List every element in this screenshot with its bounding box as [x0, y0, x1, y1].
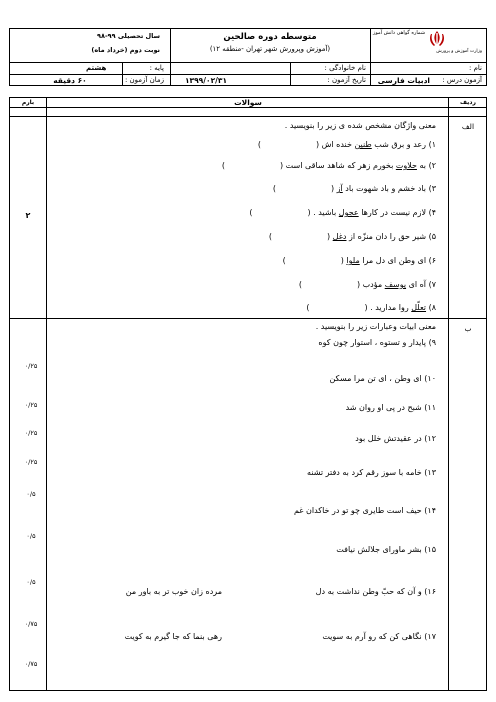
section-b-intro: معنی ابیات وعبارات زیر را بنویسید . [315, 322, 436, 331]
meaning-item-hemistich: رهی بنما که جا گیرم به کویت [124, 632, 222, 641]
vocab-item: ۶) ای وطن ای دل مرا ملوا () [282, 256, 436, 265]
meaning-item-hemistich: مرده زان خوب تر به باور من [125, 587, 222, 596]
section-a-score: ۲ [25, 211, 31, 220]
table-vline-row [448, 97, 449, 691]
table-row-divider [9, 116, 487, 117]
date-value: ۱۳۹۹/۰۲/۳۱ [184, 76, 228, 85]
item-score: ۰/۵ [26, 532, 36, 540]
meaning-item: ۱۱) شبح در پی او روان شد [345, 403, 436, 412]
col-header-score: بارم [21, 99, 35, 106]
header-vline-left [170, 28, 171, 62]
item-score: ۰/۷۵ [24, 660, 38, 668]
item-score: ۰/۲۵ [24, 362, 38, 370]
meaning-item: ۱۷) نگاهی کن که رو آرم به سویت [322, 632, 436, 641]
date-label: تاریخ آزمون : [327, 76, 366, 84]
table-header-divider [9, 107, 487, 108]
emblem-logo [428, 30, 446, 48]
meaning-item: ۱۴) حیف است طایری چو تو در خاکدان غم [293, 506, 436, 515]
grade-label: پایه : [149, 64, 164, 72]
section-a-letter: الف [461, 122, 475, 131]
school-district: (آموزش وپرورش شهر تهران -منطقه ۱۲) [209, 45, 331, 53]
duration-label: زمان آزمون : [124, 76, 164, 84]
header-info-divider [9, 74, 487, 75]
vocab-item: ۳) باد خشم و باد شهوت باد آز () [272, 184, 436, 193]
vocab-item: ۲) به حلاوت بخورم زهر که شاهد ساقی است () [221, 161, 436, 170]
meaning-item: ۱۲) در عقیدتش خلل بود [355, 434, 436, 443]
school-year: سال تحصیلی ۹۹-۹۸ [97, 32, 160, 40]
subject-value: ادبیات فارسی [377, 76, 430, 85]
item-score: ۰/۲۵ [24, 401, 38, 409]
meaning-item: ۱۶) و آن که حبّ وطن نداشت به دل [315, 587, 436, 596]
permit-label: شماره گواهی دانش آموز [373, 30, 426, 36]
header-vline-right [370, 28, 371, 62]
meaning-item: ۱۵) بشر ماورای جلالش نیافت [336, 545, 436, 554]
header-divider [9, 62, 487, 63]
subject-label: آزمون درس : [442, 76, 482, 84]
col-header-row: ردیف [460, 99, 476, 106]
section-b-letter: ب [464, 324, 472, 333]
meaning-item: ۱۰) ای وطن ، ای تن مرا مسکن [329, 374, 436, 383]
item-score: ۰/۲۵ [24, 429, 38, 437]
exam-term: نوبت دوم (خرداد ماه) [91, 46, 160, 54]
duration-value: ۶۰ دقیقه [53, 76, 87, 85]
col-header-questions: سوالات [234, 98, 262, 107]
table-vline-score [46, 97, 47, 691]
family-label: نام خانوادگی : [324, 64, 366, 72]
vocab-item: ۷) آه ای یوسف مؤدب () [298, 280, 436, 289]
meaning-item: ۹) پایدار و تستوه ، استوار چون کوه [318, 338, 436, 347]
item-score: ۰/۵ [26, 578, 36, 586]
ministry-label: وزارت آموزش و پرورش [436, 49, 482, 54]
vocab-item: ۴) لازم نیست در کارها عجول باشید . () [249, 208, 436, 217]
item-score: ۰/۷۵ [24, 620, 38, 628]
item-score: ۰/۵ [26, 490, 36, 498]
meaning-item: ۱۳) خامه با سوز رقم کرد به دفتر تشنه [307, 468, 436, 477]
section-a-intro: معنی واژگان مشخص شده ی زیر را بنویسید . [284, 121, 436, 130]
vocab-item: ۸) تعلّل روا مدارید . () [306, 303, 436, 312]
vocab-item: ۵) شیر حق را دان منزّه از دغل () [268, 232, 436, 241]
grade-value: هشتم [86, 64, 107, 72]
table-section-divider [9, 318, 487, 319]
name-label: نام : [469, 64, 482, 72]
item-score: ۰/۲۵ [24, 458, 38, 466]
school-name: متوسطه دوره صالحین [223, 32, 317, 42]
vocab-item: ۱) رعد و برق شب طنین خنده اش () [257, 140, 436, 149]
